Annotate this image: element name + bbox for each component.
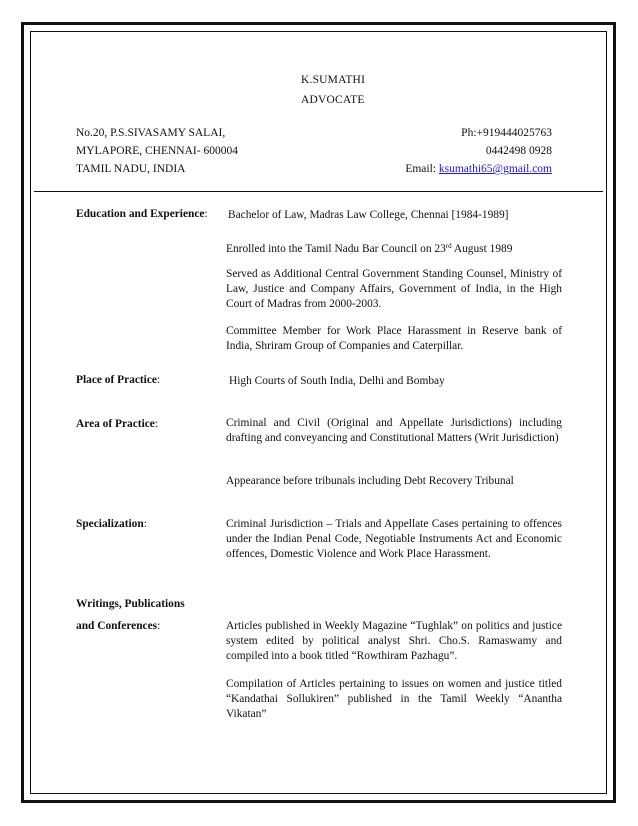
section-label-writings-line1: Writings, Publications — [76, 598, 185, 610]
section-label-area — [76, 418, 158, 430]
address-line-3: TAMIL NADU, INDIA — [76, 163, 186, 175]
label-colon: : — [154, 418, 159, 430]
specialization-text: Criminal Jurisdiction – Trials and Appellate Cases pertaining to offences under the Indian Penal Code, Negotiable Instruments Act and Economic offences, Domestic Violence and Work Place Harassment. — [226, 518, 562, 560]
writings-tughlak: Articles published in Weekly Magazine “Tughlak” on politics and justice system edited by political analyst Shri. Cho.S. Ramaswamy and compiled into a book titled “Rowthiram Pazhagu”. — [226, 620, 562, 662]
email-link[interactable]: ksumathi65@gmail.com — [438, 163, 552, 175]
section-label-specialization — [76, 518, 147, 530]
address-line-2: MYLAPORE, CHENNAI- 600004 — [76, 145, 238, 157]
experience-committee: Committee Member for Work Place Harassment in Reserve bank of India, Shriram Group of Companies and Caterpillar. — [226, 325, 562, 352]
phone-landline: 0442498 0928 — [485, 145, 552, 157]
applicant-name: K.SUMATHI — [301, 74, 366, 86]
section-label-text: and Conferences — [76, 620, 158, 632]
area-of-practice: Criminal and Civil (Original and Appellate Jurisdictions) including drafting and conveyancing and Constitutional Matters (Writ Jurisdiction) — [226, 417, 562, 444]
bar-enrollment — [226, 239, 512, 257]
section-label-text: Place of Practice — [76, 374, 157, 386]
label-colon: : — [156, 374, 161, 386]
label-colon: : — [157, 620, 161, 632]
education-degree: Bachelor of Law, Madras Law College, Chennai [1984-1989] — [228, 209, 509, 221]
bar-enrollment-text: Enrolled into the Tamil Nadu Bar Council on 23 — [226, 243, 446, 255]
section-label-writings-line2 — [76, 620, 160, 632]
section-label-education — [76, 208, 208, 220]
phone-mobile: Ph:+919444025763 — [461, 127, 552, 139]
email-line — [405, 163, 552, 175]
label-colon: : — [143, 518, 147, 530]
label-colon: : — [204, 208, 208, 220]
header-divider — [34, 191, 603, 192]
address-line-1: No.20, P.S.SIVASAMY SALAI, — [76, 127, 226, 139]
section-label-text: Specialization — [76, 518, 144, 530]
applicant-title: ADVOCATE — [301, 94, 365, 106]
section-label-text: Area of Practice — [76, 418, 155, 430]
bar-enrollment-date: August 1989 — [451, 243, 513, 255]
section-label-place — [76, 374, 160, 386]
experience-counsel: Served as Additional Central Government Standing Counsel, Ministry of Law, Justice and Company Affairs, Government of India, in the High Court of Madras from 2000-2003. — [226, 268, 562, 310]
section-label-text: Education and Experience — [76, 208, 205, 220]
tribunal-appearance: Appearance before tribunals including Debt Recovery Tribunal — [226, 475, 514, 487]
writings-vikatan: Compilation of Articles pertaining to issues on women and justice titled “Kandathai Sollukiren” published in the Tamil Weekly “Anantha Vikatan” — [226, 678, 562, 720]
email-label: Email: — [405, 163, 439, 175]
ordinal-suffix: rd — [445, 242, 452, 250]
place-of-practice: High Courts of South India, Delhi and Bombay — [229, 375, 445, 387]
